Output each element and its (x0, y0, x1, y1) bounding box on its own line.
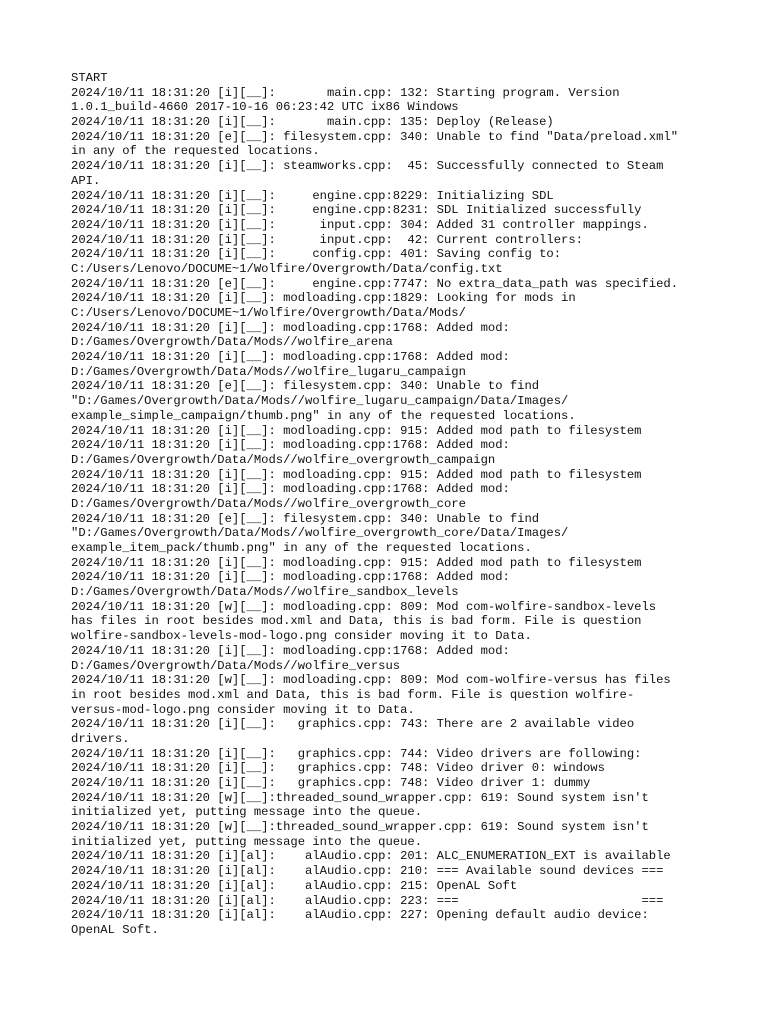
log-line: 2024/10/11 18:31:20 [i][__]: main.cpp: 135: Deploy (Release) (71, 115, 554, 130)
log-line: D:/Games/Overgrowth/Data/Mods//wolfire_lugaru_campaign (71, 364, 466, 379)
log-line: D:/Games/Overgrowth/Data/Mods//wolfire_overgrowth_core (71, 496, 466, 511)
log-line: 1.0.1_build-4660 2017-10-16 06:23:42 UTC ix86 Windows (71, 100, 459, 115)
log-line: 2024/10/11 18:31:20 [i][al]: alAudio.cpp: 215: OpenAL Soft (71, 878, 518, 893)
log-line: 2024/10/11 18:31:20 [i][__]: engine.cpp:8229: Initializing SDL (71, 188, 554, 203)
log-line: 2024/10/11 18:31:20 [i][__]: graphics.cpp: 748: Video driver 0: windows (71, 761, 605, 776)
log-line: in root besides mod.xml and Data, this is bad form. File is question wolfire- (71, 687, 635, 702)
log-line: 2024/10/11 18:31:20 [i][al]: alAudio.cpp: 223: === === (71, 893, 664, 908)
log-line: 2024/10/11 18:31:20 [i][__]: modloading.cpp: 915: Added mod path to filesystem (71, 423, 642, 438)
log-line: C:/Users/Lenovo/DOCUME~1/Wolfire/Overgrowth/Data/config.txt (71, 261, 503, 276)
log-line: 2024/10/11 18:31:20 [e][__]: filesystem.cpp: 340: Unable to find (71, 511, 540, 526)
log-line: 2024/10/11 18:31:20 [i][__]: modloading.cpp:1768: Added mod: (71, 320, 510, 335)
log-line: 2024/10/11 18:31:20 [e][__]: engine.cpp:7747: No extra_data_path was specified. (71, 276, 679, 291)
log-line: API. (71, 173, 101, 188)
log-line: 2024/10/11 18:31:20 [i][__]: steamworks.cpp: 45: Successfully connected to Steam (71, 159, 664, 174)
log-line: in any of the requested locations. (71, 144, 320, 159)
log-line: drivers. (71, 731, 130, 746)
log-line: 2024/10/11 18:31:20 [i][al]: alAudio.cpp: 210: === Available sound devices === (71, 864, 664, 879)
log-line: C:/Users/Lenovo/DOCUME~1/Wolfire/Overgrowth/Data/Mods/ (71, 306, 466, 320)
log-line: 2024/10/11 18:31:20 [e][__]: filesystem.cpp: 340: Unable to find "Data/preload.xml" (71, 129, 679, 144)
log-line: 2024/10/11 18:31:20 [e][__]: filesystem.cpp: 340: Unable to find (71, 379, 540, 394)
log-line: 2024/10/11 18:31:20 [i][__]: input.cpp: 42: Current controllers: (71, 232, 583, 247)
log-line: 2024/10/11 18:31:20 [i][__]: modloading.cpp:1768: Added mod: (71, 570, 510, 585)
log-line: 2024/10/11 18:31:20 [w][__]:threaded_sound_wrapper.cpp: 619: Sound system isn't (71, 820, 649, 835)
log-line: 2024/10/11 18:31:20 [i][__]: engine.cpp:8231: SDL Initialized successfully (71, 203, 642, 218)
log-line: 2024/10/11 18:31:20 [i][__]: config.cpp: 401: Saving config to: (71, 247, 562, 262)
log-line: versus-mod-logo.png consider moving it to Data. (71, 702, 415, 717)
log-line: initialized yet, putting message into the queue. (71, 834, 423, 849)
log-line: 2024/10/11 18:31:20 [i][__]: modloading.cpp:1768: Added mod: (71, 438, 510, 453)
log-line: 2024/10/11 18:31:20 [w][__]: modloading.cpp: 809: Mod com-wolfire-sandbox-levels (71, 599, 657, 614)
log-line: "D:/Games/Overgrowth/Data/Mods//wolfire_lugaru_campaign/Data/Images/ (71, 394, 569, 409)
log-line: has files in root besides mod.xml and Data, this is bad form. File is question (71, 614, 642, 629)
log-line: 2024/10/11 18:31:20 [i][__]: modloading.cpp: 915: Added mod path to filesystem (71, 467, 642, 482)
log-line: 2024/10/11 18:31:20 [i][__]: modloading.cpp: 915: Added mod path to filesystem (71, 555, 642, 570)
log-line: 2024/10/11 18:31:20 [i][__]: input.cpp: 304: Added 31 controller mappings. (71, 217, 649, 232)
log-line: 2024/10/11 18:31:20 [w][__]: modloading.cpp: 809: Mod com-wolfire-versus has files (71, 673, 671, 688)
log-line: 2024/10/11 18:31:20 [i][__]: modloading.cpp:1768: Added mod: (71, 482, 510, 497)
log-line: example_item_pack/thumb.png" in any of the requested locations. (71, 541, 532, 555)
log-line: 2024/10/11 18:31:20 [i][al]: alAudio.cpp: 227: Opening default audio device: (71, 908, 649, 923)
log-line: 2024/10/11 18:31:20 [i][__]: modloading.cpp:1829: Looking for mods in (71, 291, 576, 306)
log-line: wolfire-sandbox-levels-mod-logo.png consider moving it to Data. (71, 629, 532, 644)
log-line: 2024/10/11 18:31:20 [i][__]: modloading.cpp:1768: Added mod: (71, 350, 510, 365)
log-line: 2024/10/11 18:31:20 [i][__]: graphics.cpp: 748: Video driver 1: dummy (71, 776, 591, 790)
log-document (71, 71, 711, 938)
log-line: D:/Games/Overgrowth/Data/Mods//wolfire_arena (71, 335, 393, 350)
log-line: 2024/10/11 18:31:20 [i][__]: graphics.cpp: 743: There are 2 available video (71, 717, 635, 732)
log-line: 2024/10/11 18:31:20 [i][__]: main.cpp: 132: Starting program. Version (71, 85, 620, 100)
log-line: initialized yet, putting message into the queue. (71, 805, 423, 820)
log-line: 2024/10/11 18:31:20 [i][__]: modloading.cpp:1768: Added mod: (71, 643, 510, 658)
log-line: 2024/10/11 18:31:20 [i][__]: graphics.cpp: 744: Video drivers are following: (71, 746, 642, 761)
log-line: D:/Games/Overgrowth/Data/Mods//wolfire_sandbox_levels (71, 585, 459, 600)
log-line: example_simple_campaign/thumb.png" in any of the requested locations. (71, 408, 576, 423)
log-line: OpenAL Soft. (71, 922, 159, 937)
log-line: D:/Games/Overgrowth/Data/Mods//wolfire_versus (71, 658, 401, 673)
log-line: START (71, 71, 108, 85)
log-line: D:/Games/Overgrowth/Data/Mods//wolfire_overgrowth_campaign (71, 452, 496, 467)
log-line: "D:/Games/Overgrowth/Data/Mods//wolfire_overgrowth_core/Data/Images/ (71, 526, 569, 541)
log-line: 2024/10/11 18:31:20 [w][__]:threaded_sound_wrapper.cpp: 619: Sound system isn't (71, 790, 649, 805)
log-line: 2024/10/11 18:31:20 [i][al]: alAudio.cpp: 201: ALC_ENUMERATION_EXT is available (71, 849, 671, 864)
